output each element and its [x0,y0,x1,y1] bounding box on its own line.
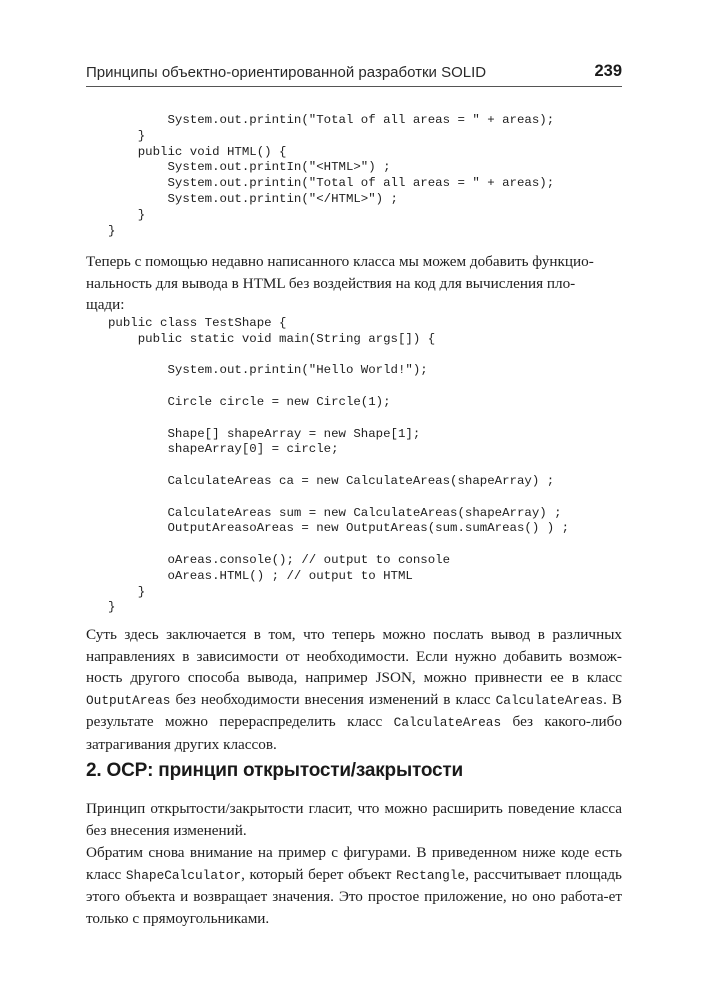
paragraph-text: Теперь с помощью недавно написанного класса мы можем добавить функцио- нальность для вывода в HTML без воздействия на код для вычисления пло- щади: [86,253,594,313]
paragraph-text: Суть здесь заключается в том, что теперь можно послать вывод в различных направлениях в зависимости от необходимости. Если нужно добавить возмож-ность другого способа вывода, например JSON, можно привнести ее в класс [86,626,622,686]
paragraph-ocp-definition [86,798,622,841]
code-block-test-shape: public class TestShape { public static void main(String args[]) { System.out.printin("Hello World!"); Circle circle = new Circle(1); Shape[] shapeArray = new Shape[1]; shapeArray[0] = circle; CalculateAreas ca = new CalculateAreas(shapeArray) ; CalculateAreas sum = new CalculateAreas(shapeArray) ; OutputAreasoAreas = new OutputAreas(sum.sumAreas() ) ; oAreas.console(); // output to console oAreas.HTML() ; // output to HTML } } [108,316,570,615]
inline-code-calculate-areas: CalculateAreas [495,692,604,708]
paragraph-text: без необходимости внесения изменений в класс [170,690,496,708]
inline-code-calculate-areas: CalculateAreas [393,715,502,730]
paragraph-text: без какого-либо затрагивания других классов. [86,713,622,753]
paragraph-text: Принцип открытости/закрытости гласит, что можно расширить поведение класса без внесения изменений. [86,800,622,839]
inline-code-shape-calculator: ShapeCalculator [125,867,242,883]
paragraph-output-directions [86,624,622,755]
section-heading-ocp: 2. OCP: принцип открытости/закрытости [86,760,463,781]
paragraph-text: , который берет объект [241,865,397,883]
paragraph-text: . В результате можно перераспределить класс [86,690,622,730]
inline-code-output-areas: OutputAreas [86,692,171,708]
inline-code-rectangle: Rectangle [396,867,466,883]
running-title: Принципы объектно-ориентированной разработки SOLID [86,64,487,81]
paragraph-text: Обратим снова внимание на пример с фигурами. В приведенном ниже коде есть класс [86,844,622,883]
paragraph-shape-calculator [86,842,622,929]
paragraph-html-output [86,251,622,316]
paragraph-text: , рассчитывает площадь этого объекта и возвращает значения. Это простое приложение, но оно работа-ет только с прямоугольниками. [86,865,622,927]
running-header [86,62,622,87]
page-number: 239 [594,62,622,80]
code-block-output-areas: System.out.printin("Total of all areas = " + areas); } public void HTML() { System.out.printIn("<HTML>") ; System.out.printin("Total of all areas = " + areas); System.out.printin("</HTML>") ; } } [108,113,555,238]
